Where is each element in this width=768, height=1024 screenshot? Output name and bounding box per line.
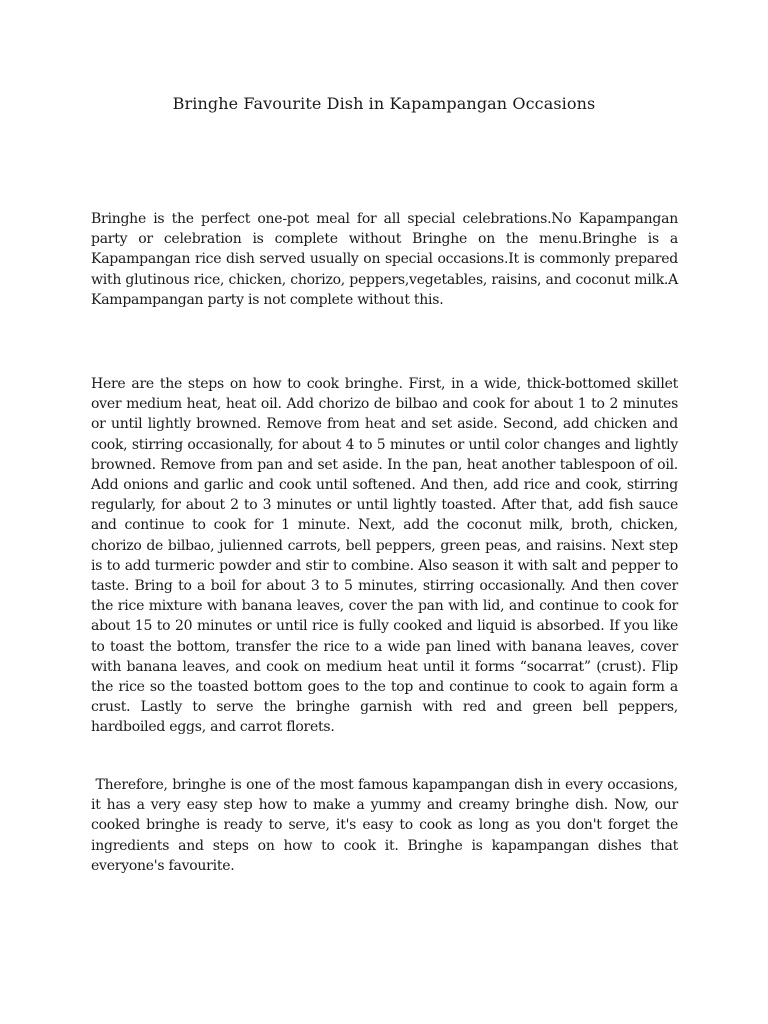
steps-paragraph: Here are the steps on how to cook bringhe. First, in a wide, thick-bottomed skillet over medium heat, heat oil. Add chorizo de bilbao and cook for about 1 to 2 minutes or until lightly browned. Remove from heat and set aside. Second, add chicken and cook, stirring occasionally, for about 4 to 5 minutes or until color changes and lightly browned. Remove from pan and set aside. In the pan, heat another tablespoon of oil. Add onions and garlic and cook until softened. And then, add rice and cook, stirring regularly, for about 2 to 3 minutes or until lightly toasted. After that, add fish sauce and continue to cook for 1 minute. Next, add the coconut milk, broth, chicken, chorizo de bilbao, julienned carrots, bell peppers, green peas, and raisins. Next step is to add turmeric powder and stir to combine. Also season it with salt and pepper to taste. Bring to a boil for about 3 to 5 minutes, stirring occasionally. And then cover the rice mixture with banana leaves, cover the pan with lid, and continue to cook for about 15 to 20 minutes or until rice is fully cooked and liquid is absorbed. If you like to toast the bottom, transfer the rice to a wide pan lined with banana leaves, cover with banana leaves, and cook on medium heat until it forms “socarrat” (crust). Flip the rice so the toasted bottom goes to the top and continue to cook to again form a crust. Lastly to serve the bringhe garnish with red and green bell peppers, hardboiled eggs, and carrot florets.: [91, 376, 678, 736]
conclusion-paragraph: Therefore, bringhe is one of the most famous kapampangan dish in every occasions, it has a very easy step how to make a yummy and creamy bringhe dish. Now, our cooked bringhe is ready to serve, it's easy to cook as long as you don't forget the ingredients and steps on how to cook it. Bringhe is kapampangan dishes that everyone's favourite.: [91, 777, 683, 874]
document-title: Bringhe Favourite Dish in Kapampangan Occasions: [172, 94, 596, 113]
intro-paragraph: Bringhe is the perfect one-pot meal for all special celebrations.No Kapampangan party or celebration is complete without Bringhe on the menu.Bringhe is a Kapampangan rice dish served usually on special occasions.It is commonly prepared with glutinous rice, chicken, chorizo, peppers,vegetables, raisins, and coconut milk.A Kampampangan party is not complete without this.: [91, 211, 678, 308]
